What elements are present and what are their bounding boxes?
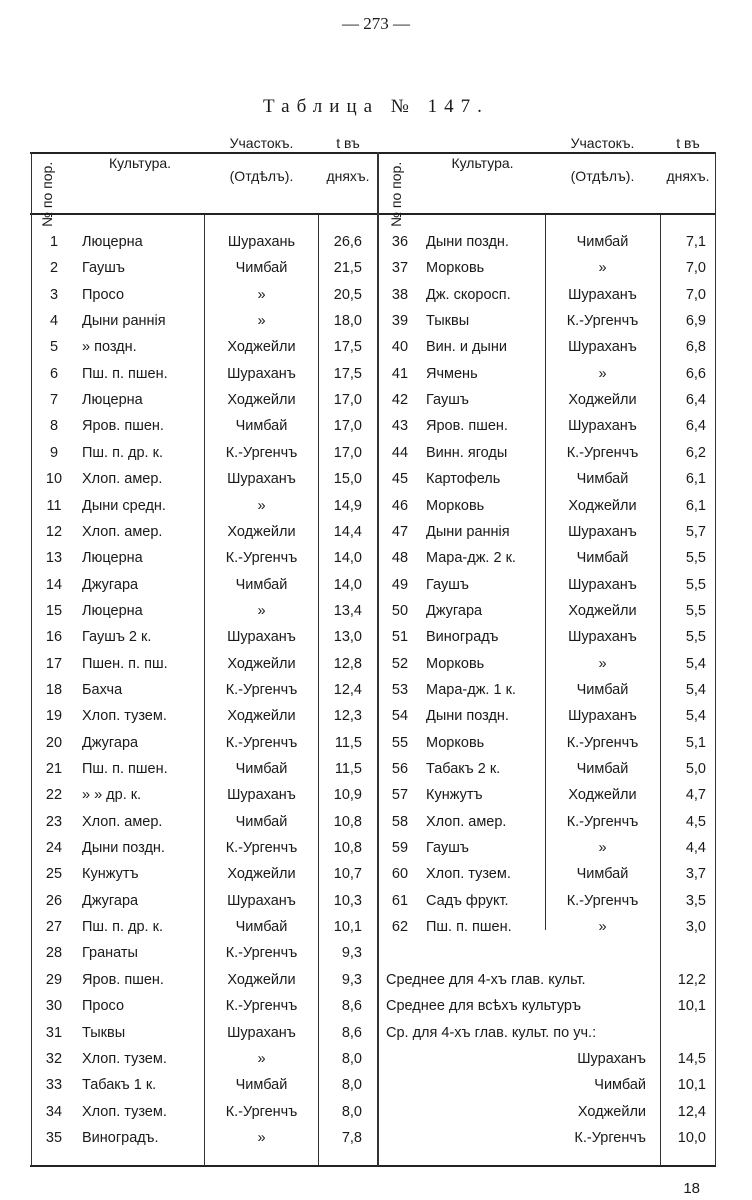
plot-summary-value: 12,4 (677, 1103, 706, 1120)
plot-cell: Шураханъ (568, 523, 637, 540)
culture-cell: » поздн. (82, 339, 137, 356)
row-number: 19 (45, 708, 63, 725)
days-cell: 8,0 (341, 1050, 362, 1067)
row-number: 36 (391, 234, 409, 250)
culture-cell: Морковь (426, 655, 485, 672)
days-cell: 3,5 (685, 892, 706, 909)
days-cell: 6,1 (685, 497, 706, 514)
culture-cell: Хлоп. тузем. (426, 866, 511, 883)
plot-cell: Шураханъ (568, 339, 637, 356)
days-cell: 6,4 (685, 418, 706, 435)
plot-cell: Чимбай (235, 576, 288, 593)
days-cell: 11,5 (334, 734, 362, 751)
culture-cell: » » др. к. (82, 787, 142, 804)
days-cell: 5,7 (685, 523, 706, 540)
plot-cell: » (257, 497, 266, 514)
culture-cell: Морковь (426, 497, 485, 514)
days-cell: 13,4 (333, 602, 362, 619)
days-cell: 5,5 (685, 629, 706, 646)
row-number: 60 (391, 866, 409, 883)
plot-cell: Шураханъ (227, 892, 296, 909)
culture-cell: Садъ фрукт. (426, 892, 509, 909)
row-number: 4 (49, 313, 59, 330)
days-cell: 17,5 (333, 365, 362, 382)
days-cell: 12,3 (333, 708, 362, 725)
plot-cell: Чимбай (235, 813, 288, 830)
culture-cell: Гранаты (82, 945, 138, 962)
culture-cell: Джугара (82, 892, 139, 909)
row-number: 54 (391, 708, 409, 725)
culture-cell: Пшен. п. пш. (82, 655, 168, 672)
culture-cell: Яров. пшен. (82, 971, 164, 988)
plot-cell: Шураханъ (568, 629, 637, 646)
days-cell: 6,4 (685, 392, 706, 409)
days-cell: 10,7 (333, 866, 362, 883)
days-cell: 10,8 (333, 840, 362, 857)
plot-cell: К.-Ургенчъ (225, 840, 298, 857)
days-cell: 10,3 (333, 892, 362, 909)
plot-cell: Ходжейли (568, 497, 637, 514)
culture-cell: Хлоп. тузем. (82, 708, 167, 725)
plot-cell: Ходжейли (227, 523, 296, 540)
days-cell: 6,1 (685, 471, 706, 488)
culture-cell: Хлоп. тузем. (82, 1050, 167, 1067)
plot-summary-label: К.-Ургенчъ (574, 1129, 646, 1146)
row-number: 48 (391, 550, 409, 567)
plot-cell: Чимбай (235, 919, 288, 936)
row-number: 50 (391, 602, 409, 619)
row-number: 45 (391, 471, 409, 488)
culture-cell: Гаушъ (82, 260, 125, 277)
culture-cell: Тыквы (82, 1024, 126, 1041)
signature-mark: 18 (683, 1180, 700, 1197)
days-cell: 13,0 (333, 629, 362, 646)
row-number: 32 (45, 1050, 63, 1067)
days-cell: 6,6 (685, 365, 706, 382)
days-cell: 7,1 (685, 234, 706, 250)
culture-cell: Морковь (426, 734, 485, 751)
header-num: № по пор. (39, 161, 55, 227)
days-cell: 8,0 (341, 1103, 362, 1120)
plot-cell: » (257, 1129, 266, 1146)
culture-cell: Пш. п. пшен. (82, 761, 168, 777)
summary-label: Среднее для 4-хъ глав. культ. (386, 971, 586, 988)
row-number: 61 (391, 892, 409, 909)
plot-cell: » (598, 655, 607, 672)
plot-cell: » (257, 602, 266, 619)
row-number: 56 (391, 761, 409, 777)
row-number: 39 (391, 313, 409, 330)
row-number: 37 (391, 260, 409, 277)
row-number: 58 (391, 813, 409, 830)
plot-cell: Ходжейли (568, 602, 637, 619)
plot-cell: Чимбай (235, 418, 288, 435)
row-number: 14 (45, 576, 63, 593)
plot-cell: Чимбай (576, 471, 629, 488)
culture-cell: Хлоп. амер. (82, 523, 163, 540)
days-cell: 6,2 (685, 444, 706, 461)
summary-label: Ср. для 4-хъ глав. культ. по уч.: (386, 1024, 597, 1041)
days-cell: 21,5 (333, 260, 362, 277)
plot-cell: Шураханъ (227, 471, 296, 488)
header-t-2: дняхъ. (326, 168, 370, 184)
culture-cell: Джугара (82, 734, 139, 751)
plot-cell: К.-Ургенчъ (225, 998, 298, 1015)
plot-cell: К.-Ургенчъ (225, 734, 298, 751)
culture-cell: Гаушъ (426, 840, 469, 857)
culture-cell: Люцерна (82, 392, 143, 409)
page-number: — 273 — (342, 14, 410, 33)
culture-cell: Просо (82, 998, 125, 1015)
row-number: 20 (45, 734, 63, 751)
plot-cell: К.-Ургенчъ (566, 892, 639, 909)
days-cell: 8,6 (341, 998, 362, 1015)
plot-cell: Шурахань (227, 234, 296, 250)
plot-cell: » (598, 260, 607, 277)
row-number: 57 (391, 787, 409, 804)
plot-cell: Шураханъ (568, 418, 637, 435)
row-number: 59 (391, 840, 409, 857)
culture-cell: Хлоп. амер. (82, 471, 163, 488)
plot-cell: » (598, 365, 607, 382)
plot-summary-value: 14,5 (677, 1050, 706, 1067)
table-top-rule (30, 152, 716, 154)
plot-cell: Шураханъ (568, 576, 637, 593)
culture-cell: Просо (82, 286, 125, 303)
culture-cell: Картофель (426, 471, 501, 488)
culture-cell: Табакъ 1 к. (82, 1077, 157, 1094)
plot-summary-label: Шураханъ (577, 1050, 646, 1067)
plot-cell: К.-Ургенчъ (566, 313, 639, 330)
days-cell: 10,9 (333, 787, 362, 804)
culture-cell: Гаушъ (426, 576, 469, 593)
days-cell: 5,5 (685, 550, 706, 567)
culture-cell: Джугара (426, 602, 483, 619)
culture-cell: Дыни поздн. (426, 708, 509, 725)
table-left-border (31, 152, 32, 1166)
culture-cell: Хлоп. амер. (82, 813, 163, 830)
plot-cell: Шураханъ (227, 1024, 296, 1041)
plot-cell: Чимбай (235, 1077, 288, 1094)
culture-cell: Вин. и дыни (426, 339, 507, 356)
culture-cell: Бахча (82, 681, 123, 698)
culture-cell: Морковь (426, 260, 485, 277)
header-plot-1: Участокъ. (229, 135, 294, 151)
days-cell: 6,8 (685, 339, 706, 356)
days-cell: 17,0 (333, 392, 362, 409)
culture-cell: Дыни поздн. (82, 840, 165, 857)
days-cell: 17,5 (333, 339, 362, 356)
header-rule (30, 213, 716, 215)
row-number: 17 (45, 655, 63, 672)
row-number: 2 (49, 260, 59, 277)
plot-summary-value: 10,1 (677, 1077, 706, 1094)
days-cell: 4,4 (685, 840, 706, 857)
row-number: 26 (45, 892, 63, 909)
plot-cell: Чимбай (576, 866, 629, 883)
row-number: 5 (49, 339, 59, 356)
row-number: 22 (45, 787, 63, 804)
header-plot-1: Участокъ. (570, 135, 635, 151)
culture-cell: Кунжутъ (426, 787, 483, 804)
culture-cell: Табакъ 2 к. (426, 761, 501, 777)
plot-cell: К.-Ургенчъ (566, 734, 639, 751)
row-number: 21 (45, 761, 63, 777)
header-culture: Культура. (451, 155, 514, 171)
plot-cell: К.-Ургенчъ (225, 550, 298, 567)
plot-summary-label: Ходжейли (577, 1103, 646, 1120)
days-cell: 3,7 (685, 866, 706, 883)
culture-cell: Мара-дж. 1 к. (426, 681, 516, 698)
days-cell: 7,0 (685, 260, 706, 277)
plot-cell: К.-Ургенчъ (566, 444, 639, 461)
culture-cell: Пш. п. пшен. (426, 919, 512, 936)
table-bottom-rule (30, 1165, 716, 1167)
plot-summary-label: Чимбай (594, 1077, 646, 1094)
row-number: 34 (45, 1103, 63, 1120)
plot-cell: » (257, 286, 266, 303)
culture-cell: Пш. п. др. к. (82, 919, 163, 936)
header-t-1: t въ (336, 135, 360, 151)
row-number: 29 (45, 971, 63, 988)
culture-cell: Винoградъ. (82, 1129, 159, 1146)
days-cell: 17,0 (333, 418, 362, 435)
culture-cell: Пш. п. др. к. (82, 444, 163, 461)
days-cell: 17,0 (333, 444, 362, 461)
header-culture: Культура. (108, 155, 172, 171)
days-cell: 20,5 (333, 286, 362, 303)
summary-label: Среднее для всѣхъ культуръ (386, 998, 582, 1015)
plot-cell: Ходжейли (227, 866, 296, 883)
plot-cell: Чимбай (576, 761, 629, 777)
plot-cell: Чимбай (576, 681, 629, 698)
header-num: № по пор. (388, 161, 404, 227)
plot-cell: Шураханъ (568, 286, 637, 303)
row-number: 18 (45, 681, 63, 698)
row-number: 23 (45, 813, 63, 830)
row-number: 8 (49, 418, 59, 435)
plot-cell: Чимбай (576, 550, 629, 567)
row-number: 35 (45, 1129, 63, 1146)
days-cell: 5,4 (685, 708, 706, 725)
row-number: 55 (391, 734, 409, 751)
plot-cell: Ходжейли (227, 971, 296, 988)
culture-cell: Дыни средн. (82, 497, 166, 514)
plot-cell: Шураханъ (227, 629, 296, 646)
row-number: 62 (391, 919, 409, 936)
days-cell: 5,5 (685, 576, 706, 593)
summary-value: 12,2 (677, 971, 706, 988)
plot-cell: » (257, 313, 266, 330)
plot-cell: Чимбай (235, 761, 288, 777)
days-cell: 9,3 (341, 945, 362, 962)
days-cell: 26,6 (333, 234, 362, 250)
days-cell: 18,0 (333, 313, 362, 330)
row-number: 42 (391, 392, 409, 409)
row-number: 12 (45, 523, 63, 540)
plot-cell: » (598, 919, 607, 936)
row-number: 25 (45, 866, 63, 883)
days-cell: 4,5 (685, 813, 706, 830)
plot-cell: Ходжейли (227, 392, 296, 409)
culture-cell: Люцерна (82, 234, 143, 250)
header-t-1: t въ (676, 135, 700, 151)
culture-cell: Мара-дж. 2 к. (426, 550, 516, 567)
culture-cell: Дж. скоросп. (426, 286, 511, 303)
culture-cell: Винн. ягоды (426, 444, 508, 461)
culture-cell: Тыквы (426, 313, 470, 330)
plot-cell: Ходжейли (227, 655, 296, 672)
days-cell: 7,8 (341, 1129, 362, 1146)
days-cell: 3,0 (685, 919, 706, 936)
days-cell: 10,1 (333, 919, 362, 936)
days-cell: 4,7 (685, 787, 706, 804)
table-right-border (715, 152, 716, 1166)
days-cell: 5,5 (685, 602, 706, 619)
row-number: 11 (46, 497, 62, 514)
header-plot-2: (Отдѣлъ). (229, 168, 294, 184)
culture-cell: Ячмень (426, 365, 478, 382)
row-number: 10 (45, 471, 63, 488)
table-center-divider (377, 152, 379, 1166)
plot-cell: К.-Ургенчъ (225, 444, 298, 461)
row-number: 1 (49, 234, 59, 250)
row-number: 3 (49, 286, 59, 303)
days-cell: 8,6 (341, 1024, 362, 1041)
culture-cell: Люцерна (82, 550, 143, 567)
days-cell: 5,4 (685, 655, 706, 672)
days-cell: 12,8 (333, 655, 362, 672)
days-cell: 9,3 (341, 971, 362, 988)
row-number: 52 (391, 655, 409, 672)
plot-cell: Ходжейли (568, 392, 637, 409)
days-cell: 14,4 (333, 523, 362, 540)
plot-cell: » (257, 1050, 266, 1067)
plot-summary-value: 10,0 (677, 1129, 706, 1146)
row-number: 47 (391, 523, 409, 540)
row-number: 44 (391, 444, 409, 461)
culture-cell: Люцерна (82, 602, 143, 619)
row-number: 53 (391, 681, 409, 698)
table-title: Таблица № 147. (263, 96, 489, 117)
summary-value: 10,1 (677, 998, 706, 1015)
culture-cell: Яров. пшен. (82, 418, 164, 435)
row-number: 9 (49, 444, 59, 461)
days-cell: 10,8 (333, 813, 362, 830)
header-plot-2: (Отдѣлъ). (570, 168, 635, 184)
plot-cell: К.-Ургенчъ (225, 681, 298, 698)
days-cell: 15,0 (333, 471, 362, 488)
header-t-2: дняхъ. (666, 168, 710, 184)
culture-cell: Хлоп. тузем. (82, 1103, 167, 1120)
row-number: 41 (391, 365, 409, 382)
culture-cell: Дыни поздн. (426, 234, 509, 250)
row-number: 30 (45, 998, 63, 1015)
summary-value (660, 1023, 706, 1043)
row-number: 16 (45, 629, 63, 646)
row-number: 43 (391, 418, 409, 435)
days-cell: 14,0 (333, 550, 362, 567)
row-number: 15 (45, 602, 63, 619)
culture-cell: Дыни раннія (426, 523, 510, 540)
plot-cell: Шураханъ (568, 708, 637, 725)
row-number: 27 (45, 919, 63, 936)
days-cell: 11,5 (334, 761, 362, 777)
row-number: 6 (49, 365, 59, 382)
row-number: 40 (391, 339, 409, 356)
culture-cell: Гаушъ (426, 392, 469, 409)
plot-cell: Чимбай (576, 234, 629, 250)
culture-cell: Яров. пшен. (426, 418, 508, 435)
culture-cell: Кунжутъ (82, 866, 139, 883)
row-number: 51 (391, 629, 409, 646)
plot-cell: К.-Ургенчъ (566, 813, 639, 830)
plot-cell: Чимбай (235, 260, 288, 277)
days-cell: 6,9 (685, 313, 706, 330)
culture-cell: Пш. п. пшен. (82, 365, 168, 382)
row-number: 31 (45, 1024, 63, 1041)
days-cell: 5,0 (685, 761, 706, 777)
plot-cell: Шураханъ (227, 365, 296, 382)
row-number: 7 (49, 392, 59, 409)
row-number: 49 (391, 576, 409, 593)
days-cell: 7,0 (685, 286, 706, 303)
plot-cell: Ходжейли (227, 708, 296, 725)
row-number: 28 (45, 945, 63, 962)
plot-cell: Шураханъ (227, 787, 296, 804)
days-cell: 12,4 (333, 681, 362, 698)
row-number: 38 (391, 286, 409, 303)
plot-cell: Ходжейли (227, 339, 296, 356)
plot-cell: К.-Ургенчъ (225, 945, 298, 962)
culture-cell: Дыни раннія (82, 313, 166, 330)
row-number: 13 (45, 550, 63, 567)
culture-cell: Гаушъ 2 к. (82, 629, 152, 646)
plot-cell: Ходжейли (568, 787, 637, 804)
days-cell: 5,1 (685, 734, 706, 751)
culture-cell: Хлоп. амер. (426, 813, 507, 830)
days-cell: 5,4 (685, 681, 706, 698)
days-cell: 8,0 (341, 1077, 362, 1094)
culture-cell: Виноградъ (426, 629, 499, 646)
row-number: 46 (391, 497, 409, 514)
days-cell: 14,9 (333, 497, 362, 514)
plot-cell: » (598, 840, 607, 857)
row-number: 33 (45, 1077, 63, 1094)
days-cell: 14,0 (333, 576, 362, 593)
plot-cell: К.-Ургенчъ (225, 1103, 298, 1120)
row-number: 24 (45, 840, 63, 857)
culture-cell: Джугара (82, 576, 139, 593)
